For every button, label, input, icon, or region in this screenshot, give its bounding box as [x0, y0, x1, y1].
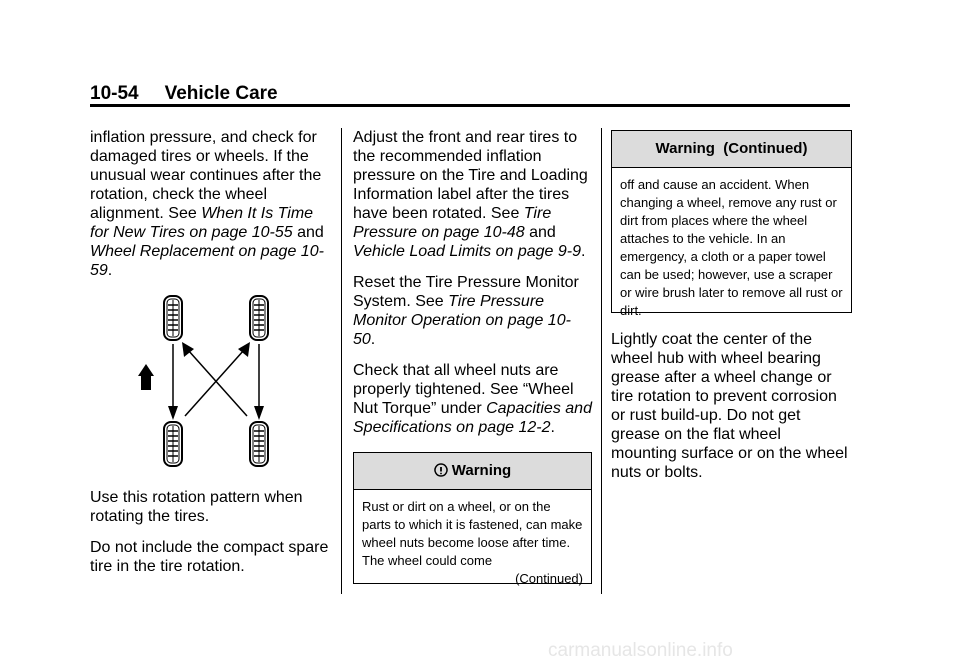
text: .: [550, 419, 555, 436]
forward-arrow-icon: [138, 364, 154, 390]
page-header: [90, 83, 278, 105]
text: .: [107, 262, 113, 279]
paragraph: [353, 128, 593, 261]
warning-body: [354, 490, 591, 594]
column-3: [611, 330, 851, 494]
continued-label: (Continued): [515, 571, 583, 586]
column-1-lower: [90, 488, 335, 588]
text: .: [581, 243, 586, 260]
paragraph: Use this rotation pattern when rotating the tires.: [90, 489, 303, 525]
text: Check that all wheel nuts are properly tightened. See “Wheel Nut Torque” under: [353, 362, 574, 417]
cross-reference-link[interactable]: Wheel Replacement on page 10-59: [90, 243, 324, 279]
rear-left-tire: [164, 422, 182, 466]
cross-reference-link[interactable]: Tire Pressure on page 10-48: [353, 205, 552, 241]
rear-right-tire: [250, 422, 268, 466]
text: Reset the Tire Pressure Monitor System. See: [353, 274, 579, 310]
column-1: [90, 128, 335, 292]
header-rule: [90, 104, 850, 107]
warning-icon: [434, 463, 448, 477]
tire-rotation-diagram: [138, 290, 288, 470]
text: .: [370, 331, 376, 348]
column-divider: [341, 128, 342, 594]
watermark: carmanualsonline.info: [548, 640, 733, 661]
column-2: [353, 128, 593, 449]
cross-reference-link[interactable]: Tire Pressure Monitor Operation on page 10-50: [353, 293, 571, 348]
cross-reference-link[interactable]: Vehicle Load Limits on page 9-9: [353, 243, 581, 260]
front-left-tire: [164, 296, 182, 340]
warning-header: [354, 453, 591, 490]
warning-text: Rust or dirt on a wheel, or on the parts to which it is fastened, can make wheel nuts become loose after time. The wheel could come: [362, 499, 583, 568]
paragraph: [353, 273, 593, 349]
column-divider: [601, 128, 602, 594]
text: and: [524, 224, 556, 241]
warning-box-continued: [611, 130, 852, 318]
cross-reference-link[interactable]: When It Is Time for New Tires on page 10-55: [90, 205, 314, 241]
cross-reference-link[interactable]: Capacities and Specifications on page 12-2: [353, 400, 592, 436]
warning-body: off and cause an accident. When changing a wheel, remove any rust or dirt from places where the wheel attaches to the vehicle. In an emergency, a cloth or a paper towel can be used; however, use a scraper or wire brush later to remove all rust or dirt.: [620, 177, 843, 318]
section-title: Vehicle Care: [164, 83, 278, 104]
paragraph: [353, 361, 593, 437]
paragraph: Lightly coat the center of the wheel hub with wheel bearing grease after a wheel change or tire rotation to prevent corrosion or rust build-up. Do not get grease on the flat wheel mounting surface or on the wheel nuts or bolts.: [611, 331, 848, 481]
warning-header: Warning (Continued): [612, 131, 851, 168]
text: and: [292, 224, 324, 241]
paragraph: Do not include the compact spare tire in the tire rotation.: [90, 539, 329, 575]
warning-box: [353, 452, 592, 584]
text: inflation pressure, and check for damaged tires or wheels. If the unusual wear continues after the rotation, check the wheel alignment. See: [90, 129, 322, 222]
paragraph: [90, 128, 335, 280]
text: Adjust the front and rear tires to the recommended inflation pressure on the Tire and Loading Information label after the tires have been rotated. See: [353, 129, 588, 222]
front-right-tire: [250, 296, 268, 340]
page-number: 10-54: [90, 83, 139, 104]
warning-title: Warning: [451, 462, 512, 479]
